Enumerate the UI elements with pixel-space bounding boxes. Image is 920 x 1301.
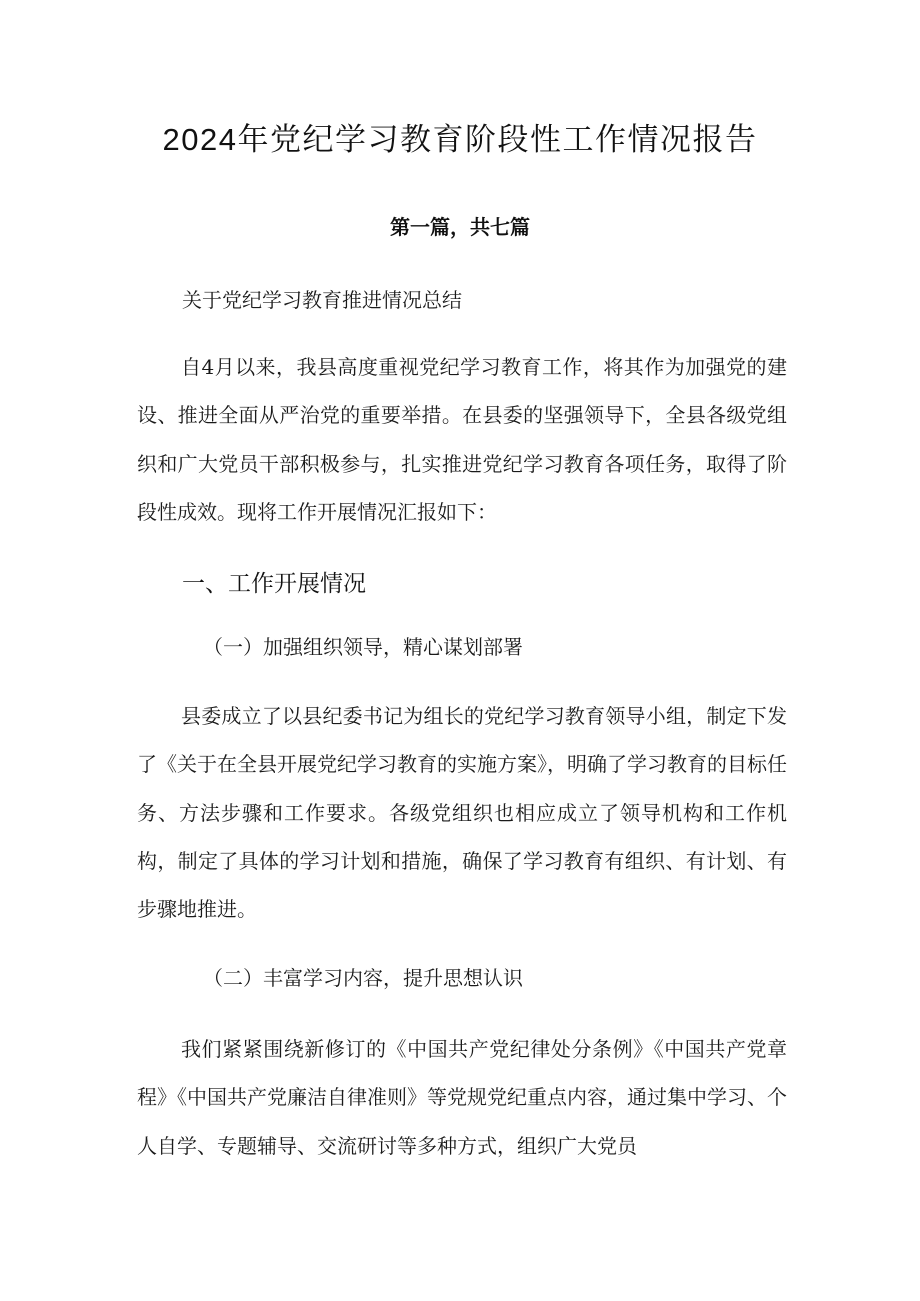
document-subtitle: 第一篇，共七篇 — [390, 215, 530, 239]
document-title: 2024年党纪学习教育阶段性工作情况报告 — [162, 122, 758, 157]
subsection-heading-2: （二）丰富学习内容，提升思想认识 — [203, 966, 523, 990]
intro-line: 关于党纪学习教育推进情况总结 — [182, 288, 462, 312]
section-heading: 一、工作开展情况 — [182, 570, 366, 596]
subsection-heading-1: （一）加强组织领导，精心谋划部署 — [203, 635, 523, 659]
paragraph-organization: 县委成立了以县纪委书记为组长的党纪学习教育领导小组，制定下发了《关于在全县开展党纪学习教育的实施方案》，明确了学习教育的目标任务、方法步骤和工作要求。各级党组织也相应成立了领导机构和工作机构，制定了具体的学习计划和措施，确保了学习教育有组织、有计划、有步骤地推进。 — [137, 704, 787, 922]
paragraph-content: 我们紧紧围绕新修订的《中国共产党纪律处分条例》《中国共产党章程》《中国共产党廉洁自律准则》等党规党纪重点内容，通过集中学习、个人自学、专题辅导、交流研讨等多种方式，组织广大党员 — [137, 1037, 787, 1158]
paragraph-intro: 自4月以来，我县高度重视党纪学习教育工作，将其作为加强党的建设、推进全面从严治党的重要举措。在县委的坚强领导下，全县各级党组织和广大党员干部积极参与，扎实推进党纪学习教育各项任务，取得了阶段性成效。现将工作开展情况汇报如下： — [137, 355, 787, 524]
